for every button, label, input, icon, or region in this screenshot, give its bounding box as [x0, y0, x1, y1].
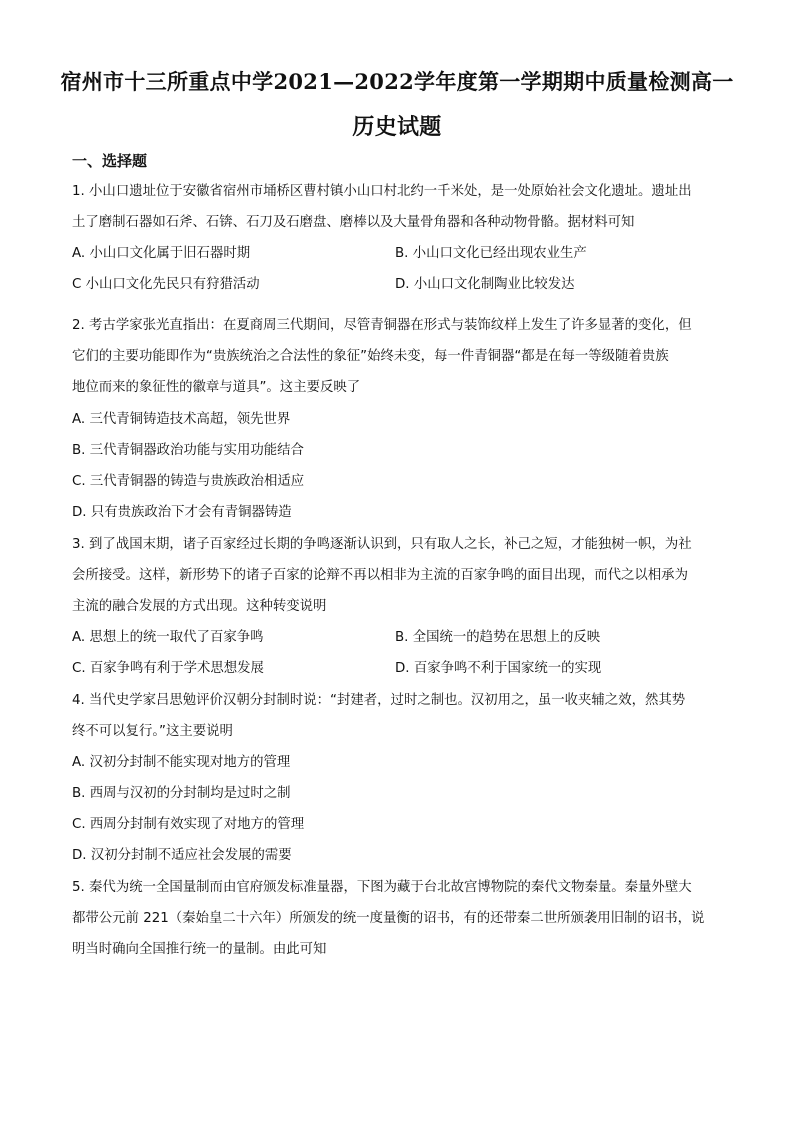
- question-4-option-c: C. 西周分封制有效实现了对地方的管理: [72, 817, 305, 832]
- question-2-option-a: A. 三代青铜铸造技术高超，领先世界: [72, 412, 291, 427]
- question-2-stem-line-1: 2. 考古学家张光直指出：在夏商周三代期间，尽管青铜器在形式与装饰纹样上发生了许多显著的变化，但: [72, 318, 692, 333]
- question-2-stem-line-2: 它们的主要功能即作为“贵族统治之合法性的象征”始终未变，每一件青铜器“都是在每一等级随着贵族: [72, 349, 669, 364]
- question-2-option-d: D. 只有贵族政治下才会有青铜器铸造: [72, 505, 292, 520]
- exam-title-line2: 历史试题: [352, 114, 442, 140]
- question-2-option-c: C. 三代青铜器的铸造与贵族政治相适应: [72, 474, 305, 489]
- question-1-option-c: C 小山口文化先民只有狩猎活动: [72, 277, 260, 292]
- exam-title-line1: 宿州市十三所重点中学2021—2022学年度第一学期期中质量检测高一: [60, 69, 734, 94]
- section-heading: 一、选择题: [72, 152, 148, 170]
- question-4-option-a: A. 汉初分封制不能实现对地方的管理: [72, 755, 291, 770]
- question-4-stem-line-1: 4. 当代史学家吕思勉评价汉朝分封制时说：“封建者，过时之制也。汉初用之，虽一收夹辅之效，然其势: [72, 693, 686, 708]
- question-4-stem-line-2: 终不可以复行。”这主要说明: [72, 724, 233, 739]
- question-1-stem-line-1: 1. 小山口遗址位于安徽省宿州市埇桥区曹村镇小山口村北约一千米处，是一处原始社会文化遗址。遗址出: [72, 184, 692, 199]
- question-3-option-d: D. 百家争鸣不利于国家统一的实现: [395, 661, 602, 676]
- question-5-stem-line-2: 都带公元前 221（秦始皇二十六年）所颁发的统一度量衡的诏书，有的还带秦二世所颁袭用旧制的诏书，说: [72, 911, 705, 926]
- question-3-stem-line-3: 主流的融合发展的方式出现。这种转变说明: [72, 599, 327, 614]
- question-1-option-b: B. 小山口文化已经出现农业生产: [395, 246, 587, 261]
- question-4-option-b: B. 西周与汉初的分封制均是过时之制: [72, 786, 291, 801]
- question-1-option-a: A. 小山口文化属于旧石器时期: [72, 246, 251, 261]
- question-5-stem-line-3: 明当时确向全国推行统一的量制。由此可知: [72, 942, 327, 957]
- question-2-stem-line-3: 地位而来的象征性的徽章与道具”。这主要反映了: [72, 380, 361, 395]
- question-3-stem-line-2: 会所接受。这样，新形势下的诸子百家的论辩不再以相非为主流的百家争鸣的面目出现，而代之以相承为: [72, 568, 688, 583]
- question-5-stem-line-1: 5. 秦代为统一全国量制而由官府颁发标准量器，下图为藏于台北故宫博物院的秦代文物秦量。秦量外壁大: [72, 880, 692, 895]
- question-3-stem-line-1: 3. 到了战国末期，诸子百家经过长期的争鸣逐渐认识到，只有取人之长，补己之短，才能独树一帜，为社: [72, 537, 692, 552]
- question-2-option-b: B. 三代青铜器政治功能与实用功能结合: [72, 443, 304, 458]
- question-1-option-d: D. 小山口文化制陶业比较发达: [395, 277, 575, 292]
- question-3-option-b: B. 全国统一的趋势在思想上的反映: [395, 630, 601, 645]
- question-4-option-d: D. 汉初分封制不适应社会发展的需要: [72, 848, 292, 863]
- question-3-option-c: C. 百家争鸣有利于学术思想发展: [72, 661, 264, 676]
- question-1-stem-line-2: 土了磨制石器如石斧、石锛、石刀及石磨盘、磨棒以及大量骨角器和各种动物骨骼。据材料可知: [72, 215, 635, 230]
- question-3-option-a: A. 思想上的统一取代了百家争鸣: [72, 630, 264, 645]
